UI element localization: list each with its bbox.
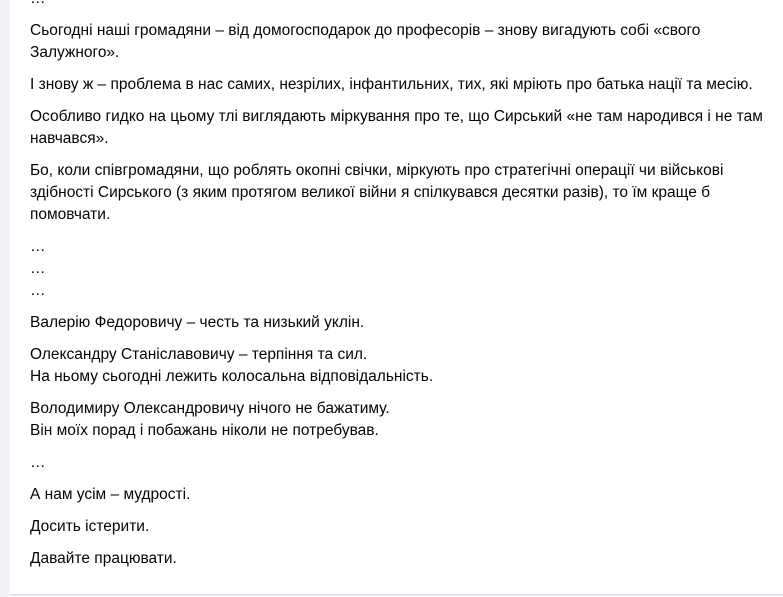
- paragraph-ellipsis-2: [30, 258, 770, 280]
- text-line: Сьогодні наші громадяни – від домогосподарок до професорів – знову вигадують собі «свого Залужного».: [30, 22, 701, 61]
- paragraph-work: [30, 548, 770, 570]
- paragraph-ellipsis-4: [30, 452, 770, 474]
- paragraph-ellipsis-3: [30, 280, 770, 302]
- paragraph-ellipsis-1: [30, 236, 770, 258]
- text-line: …: [30, 282, 46, 299]
- paragraph-volodymyr: [30, 398, 770, 442]
- text-line: …: [30, 238, 46, 255]
- paragraph-oleksandr: [30, 344, 770, 388]
- paragraph-ellipsis-top: [30, 0, 770, 10]
- text-line: Досить істерити.: [30, 518, 150, 535]
- text-line: Бо, коли співгромадяни, що роблять окопні свічки, міркують про стратегічні операції чи військові здібності Сирського (з яким протягом великої війни я спілкувався десятки разів), то їм краще б помовчати.: [30, 162, 724, 223]
- text-line: Давайте працювати.: [30, 550, 177, 567]
- text-line: Валерію Федоровичу – честь та низький уклін.: [30, 314, 365, 331]
- text-line: …: [30, 260, 46, 277]
- text-line: І знову ж – проблема в нас самих, незрілих, інфантильних, тих, які мріють про батька нації та месію.: [30, 76, 753, 93]
- text-line: Володимиру Олександровичу нічого не бажатиму.: [30, 400, 390, 417]
- paragraph-syrskyi: [30, 106, 770, 150]
- text-line: Він моїх порад і побажань ніколи не потребував.: [30, 422, 379, 439]
- paragraph-candles: [30, 160, 770, 226]
- text-line: Олександру Станіславовичу – терпіння та сил.: [30, 346, 368, 363]
- paragraph-wisdom: [30, 484, 770, 506]
- text-line: На ньому сьогодні лежить колосальна відповідальність.: [30, 368, 434, 385]
- post-text: [30, 0, 770, 580]
- text-line: …: [30, 454, 46, 471]
- text-line: А нам усім – мудрості.: [30, 486, 191, 503]
- paragraph-hysteria: [30, 516, 770, 538]
- paragraph-problem: [30, 74, 770, 96]
- text-line: [30, 0, 770, 10]
- post-card: [10, 0, 783, 595]
- text-line: Особливо гидко на цьому тлі виглядають міркування про те, що Сирський «не там народився і не там навчався».: [30, 108, 763, 147]
- paragraph-valerii: [30, 312, 770, 334]
- paragraph-zaluzhnyi: [30, 20, 770, 64]
